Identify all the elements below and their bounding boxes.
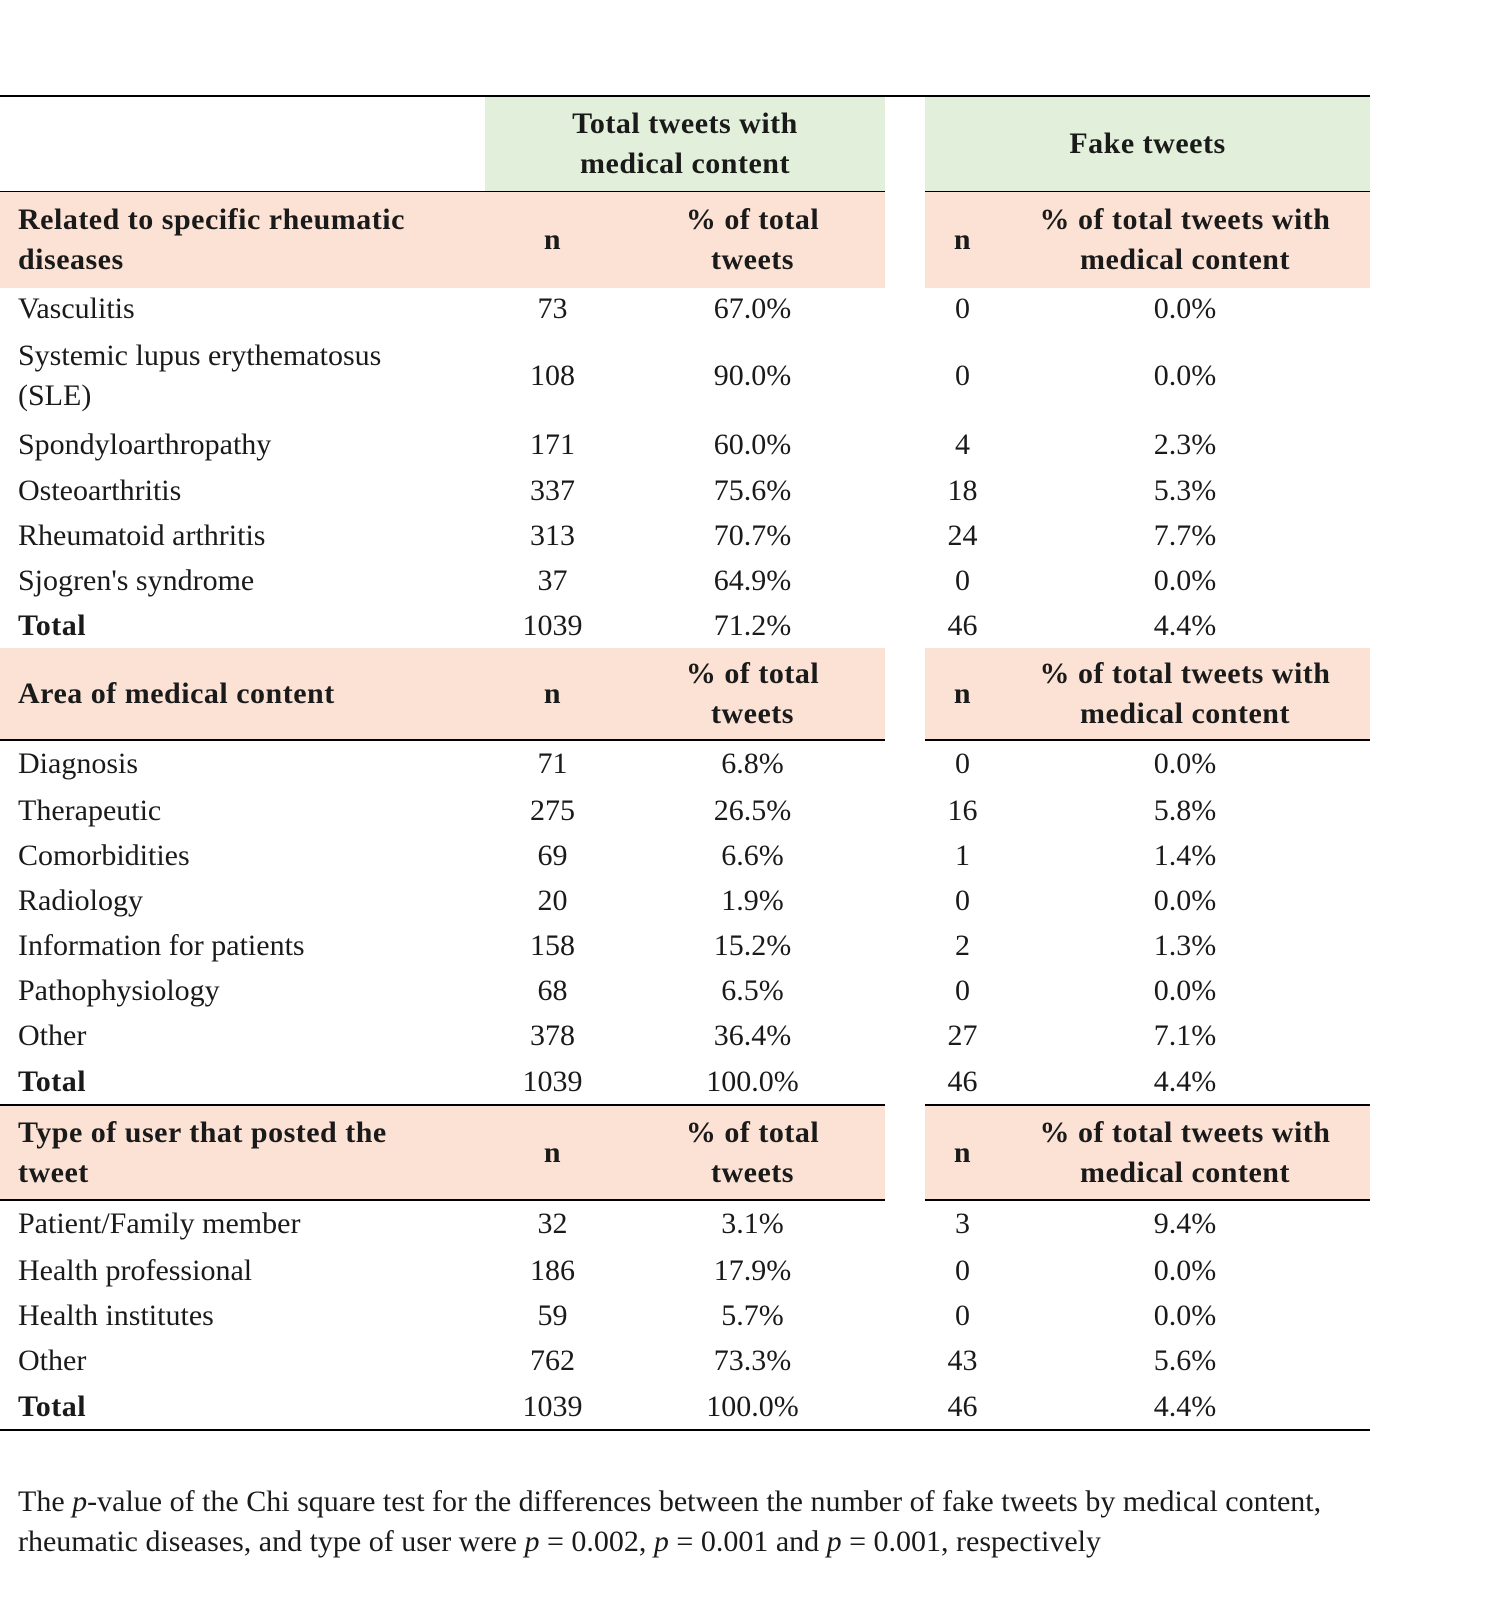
- total-percent: 100.0%: [706, 1064, 799, 1098]
- total-percent: 100.0%: [706, 1389, 799, 1423]
- row-fake-n: 0: [955, 359, 970, 392]
- row-percent: 6.5%: [721, 973, 784, 1007]
- total-n: 1039: [522, 609, 583, 642]
- row-fake-n: 0: [955, 973, 970, 1007]
- row-label: Therapeutic: [18, 793, 162, 827]
- row-label: Information for patients: [18, 928, 305, 962]
- section-title: Type of user that posted the tweet: [18, 1115, 387, 1189]
- row-n: 275: [530, 793, 575, 827]
- row-n: 337: [530, 473, 575, 507]
- row-label: Comorbidities: [18, 838, 190, 872]
- column-header-n: n: [543, 677, 562, 710]
- row-percent: 60.0%: [713, 428, 792, 461]
- row-fake-percent: 0.0%: [1153, 564, 1217, 597]
- row-fake-percent: 0.0%: [1153, 359, 1217, 392]
- column-header-n: n: [543, 1135, 562, 1169]
- row-label: Systemic lupus erythematosus (SLE): [18, 339, 382, 412]
- row-n: 59: [537, 1298, 568, 1332]
- total-fake-n: 46: [947, 1389, 978, 1423]
- table-footnote: [18, 1482, 1398, 1562]
- row-fake-n: 0: [955, 747, 970, 780]
- row-label: Other: [18, 1343, 87, 1377]
- row-percent: 75.6%: [713, 473, 792, 507]
- row-percent: 15.2%: [713, 928, 792, 962]
- row-fake-percent: 5.6%: [1153, 1343, 1217, 1377]
- row-label: Health institutes: [18, 1298, 214, 1332]
- row-label: Vasculitis: [18, 292, 135, 325]
- footnote-text-1: The: [18, 1485, 73, 1518]
- row-fake-n: 0: [955, 564, 970, 597]
- row-percent: 64.9%: [713, 564, 792, 597]
- row-fake-percent: 2.3%: [1153, 428, 1217, 461]
- row-fake-percent: 0.0%: [1153, 292, 1217, 325]
- row-fake-n: 18: [947, 473, 978, 507]
- row-percent: 73.3%: [713, 1343, 792, 1377]
- section-title: Related to specific rheumatic diseases: [18, 203, 405, 276]
- row-n: 378: [530, 1018, 575, 1052]
- total-n: 1039: [522, 1389, 583, 1423]
- row-fake-percent: 7.1%: [1153, 1018, 1217, 1052]
- total-fake-n: 46: [947, 609, 978, 642]
- row-fake-n: 43: [947, 1343, 978, 1377]
- column-header-percent: % of total tweets: [685, 657, 820, 730]
- row-fake-percent: 0.0%: [1153, 1298, 1217, 1332]
- row-label: Other: [18, 1018, 87, 1052]
- row-fake-percent: 7.7%: [1153, 518, 1217, 552]
- row-percent: 90.0%: [713, 359, 792, 392]
- row-fake-n: 1: [955, 838, 970, 872]
- total-label: Total: [18, 1389, 87, 1423]
- section-top-rule-right: [925, 1104, 1370, 1106]
- footnote-p-symbol: p: [826, 1525, 842, 1558]
- total-fake-percent: 4.4%: [1153, 1389, 1217, 1423]
- footnote-value-3: = 0.001, respectively: [841, 1525, 1101, 1558]
- row-n: 158: [530, 928, 575, 962]
- footnote-p-symbol: p: [72, 1485, 88, 1518]
- row-fake-percent: 5.8%: [1153, 793, 1217, 827]
- row-label: Health professional: [18, 1253, 253, 1287]
- row-label: Patient/Family member: [18, 1207, 301, 1240]
- row-fake-n: 16: [947, 793, 978, 827]
- row-label: Radiology: [18, 883, 143, 917]
- header-fake-tweets: Fake tweets: [1069, 127, 1226, 160]
- row-fake-n: 0: [955, 883, 970, 917]
- row-n: 68: [537, 973, 568, 1007]
- total-n: 1039: [522, 1064, 583, 1098]
- row-percent: 26.5%: [713, 793, 792, 827]
- footnote-value-1: = 0.002,: [539, 1525, 654, 1558]
- row-label: Diagnosis: [18, 747, 138, 780]
- row-label: Sjogren's syndrome: [18, 564, 255, 597]
- row-fake-percent: 0.0%: [1153, 1253, 1217, 1287]
- row-fake-percent: 1.4%: [1153, 838, 1217, 872]
- row-fake-n: 3: [955, 1207, 970, 1240]
- total-fake-percent: 4.4%: [1153, 609, 1217, 642]
- footnote-text-2: -value of the Chi square test for the differences between the number of fake tweets by medical content, rheumatic diseases, and type of user were: [18, 1485, 1322, 1558]
- row-label: Rheumatoid arthritis: [18, 518, 266, 552]
- footnote-p-symbol: p: [524, 1525, 540, 1558]
- row-n: 108: [530, 359, 575, 392]
- section-top-rule-left: [0, 1104, 885, 1106]
- row-n: 313: [530, 518, 575, 552]
- column-header-n: n: [543, 223, 562, 256]
- row-percent: 6.6%: [721, 838, 784, 872]
- row-label: Pathophysiology: [18, 973, 220, 1007]
- row-n: 762: [530, 1343, 575, 1377]
- total-fake-percent: 4.4%: [1153, 1064, 1217, 1098]
- row-fake-percent: 0.0%: [1153, 883, 1217, 917]
- row-fake-n: 4: [955, 428, 970, 461]
- row-fake-n: 24: [947, 518, 978, 552]
- footnote-p-symbol: p: [653, 1525, 669, 1558]
- column-header-fake-percent: % of total tweets with medical content: [1039, 1115, 1331, 1189]
- row-n: 37: [537, 564, 568, 597]
- column-header-percent: % of total tweets: [685, 203, 820, 276]
- bottom-rule: [0, 1429, 1370, 1431]
- row-percent: 1.9%: [721, 883, 784, 917]
- column-header-fake-n: n: [953, 1135, 972, 1169]
- row-percent: 17.9%: [713, 1253, 792, 1287]
- row-fake-n: 0: [955, 1298, 970, 1332]
- row-percent: 5.7%: [721, 1298, 784, 1332]
- row-label: Osteoarthritis: [18, 473, 182, 507]
- top-rule: [0, 95, 1370, 97]
- footnote-value-2: = 0.001 and: [668, 1525, 827, 1558]
- row-label: Spondyloarthropathy: [18, 428, 272, 461]
- row-fake-percent: 0.0%: [1153, 747, 1217, 780]
- row-fake-n: 0: [955, 292, 970, 325]
- column-header-fake-percent: % of total tweets with medical content: [1039, 657, 1331, 730]
- row-n: 73: [537, 292, 568, 325]
- row-n: 32: [537, 1207, 568, 1240]
- column-header-fake-n: n: [953, 677, 972, 710]
- column-header-fake-percent: % of total tweets with medical content: [1039, 203, 1331, 276]
- row-n: 186: [530, 1253, 575, 1287]
- header-total-tweets: Total tweets with medical content: [572, 107, 798, 180]
- row-fake-n: 27: [947, 1018, 978, 1052]
- total-percent: 71.2%: [713, 609, 792, 642]
- row-percent: 67.0%: [713, 292, 792, 325]
- row-fake-n: 2: [955, 928, 970, 962]
- row-fake-n: 0: [955, 1253, 970, 1287]
- section-title: Area of medical content: [18, 677, 335, 710]
- row-n: 20: [537, 883, 568, 917]
- row-fake-percent: 1.3%: [1153, 928, 1217, 962]
- row-fake-percent: 0.0%: [1153, 973, 1217, 1007]
- row-percent: 70.7%: [713, 518, 792, 552]
- total-label: Total: [18, 609, 87, 642]
- row-n: 171: [530, 428, 575, 461]
- column-header-fake-n: n: [953, 223, 972, 256]
- row-percent: 6.8%: [721, 747, 784, 780]
- row-fake-percent: 5.3%: [1153, 473, 1217, 507]
- row-n: 69: [537, 838, 568, 872]
- row-percent: 36.4%: [713, 1018, 792, 1052]
- total-label: Total: [18, 1064, 87, 1098]
- row-n: 71: [537, 747, 568, 780]
- row-percent: 3.1%: [721, 1207, 784, 1240]
- row-fake-percent: 9.4%: [1153, 1207, 1217, 1240]
- column-header-percent: % of total tweets: [685, 1115, 820, 1189]
- total-fake-n: 46: [947, 1064, 978, 1098]
